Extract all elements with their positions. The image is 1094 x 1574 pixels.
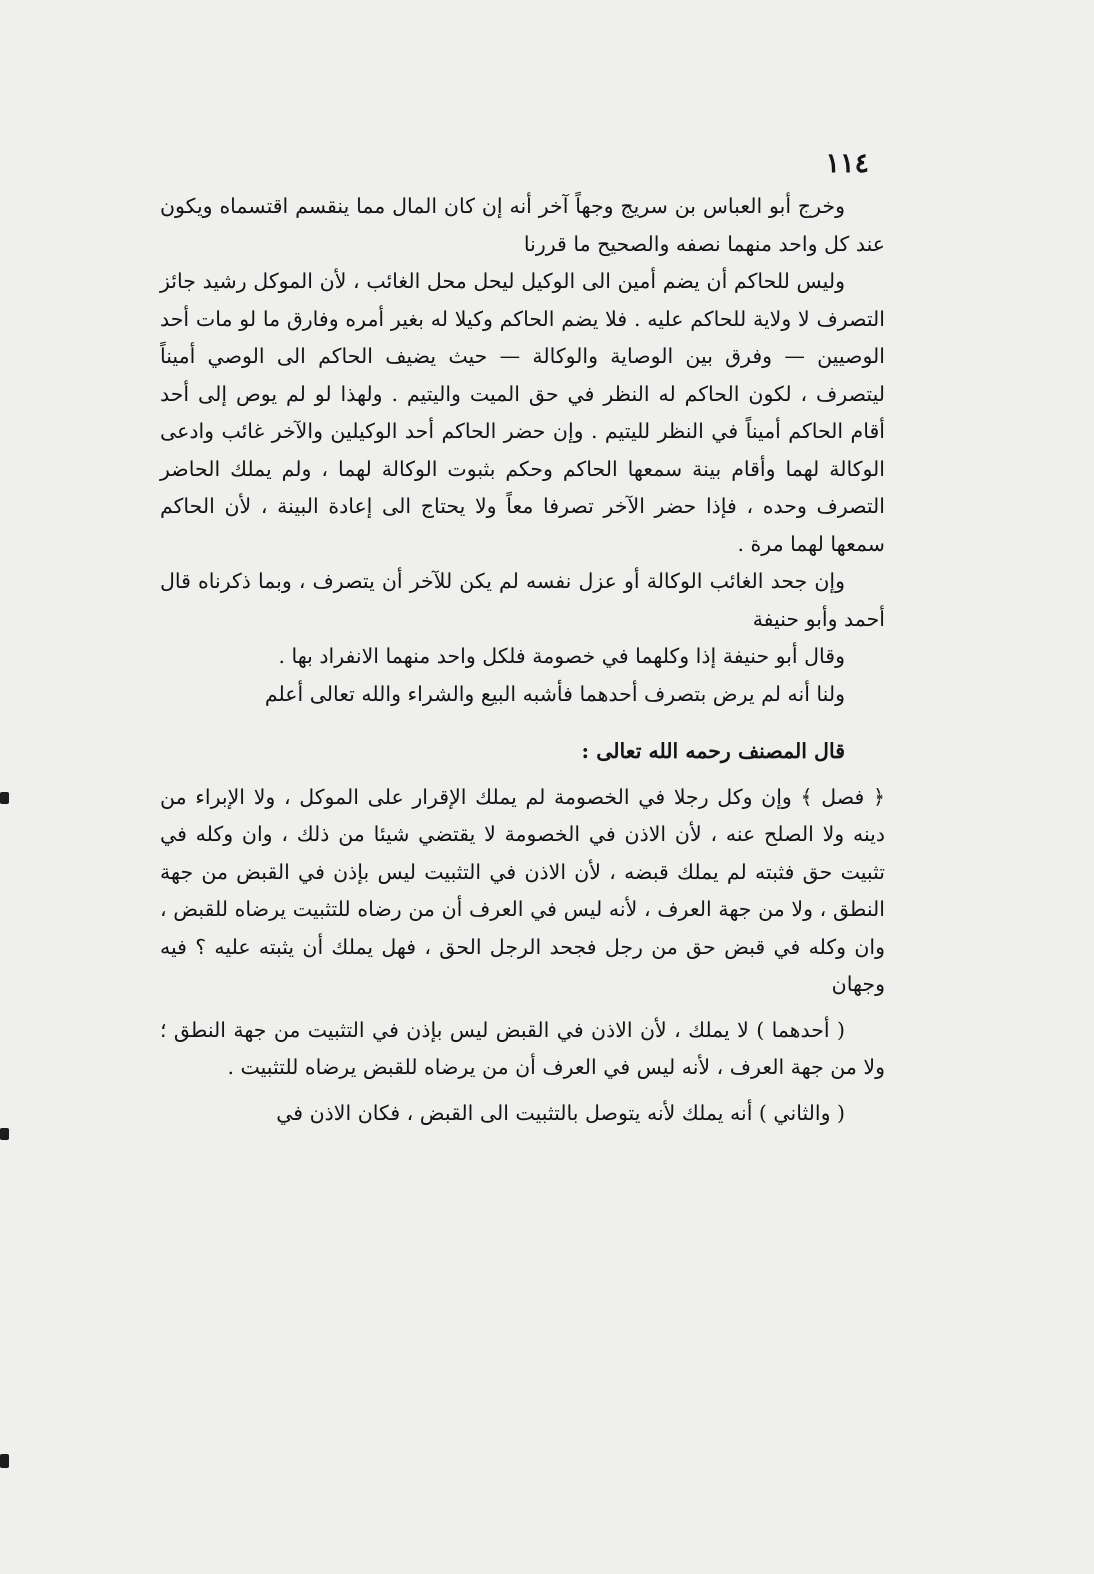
scan-edge-mark-middle [0, 1128, 9, 1140]
scan-edge-mark-top [0, 792, 9, 804]
paragraph-ibn-surayj: وخرج أبو العباس بن سريج وجهاً آخر أنه إن كان المال مما ينقسم اقتسماه ويكون عند كل واحد منهما نصفه والصحيح ما قررنا [160, 194, 885, 256]
paragraph-absent-denies: وإن جحد الغائب الوكالة أو عزل نفسه لم يكن للآخر أن يتصرف ، وبما ذكرناه قال أحمد وأبو حنيفة [160, 569, 885, 631]
page-number: ١١٤ [825, 148, 869, 179]
paragraph-abu-hanifa: وقال أبو حنيفة إذا وكلهما في خصومة فلكل واحد منهما الانفراد بها . [278, 644, 845, 668]
paragraph-second-view: ( والثاني ) أنه يملك لأنه يتوصل بالتثبيت الى القبض ، فكان الاذن في [276, 1100, 845, 1125]
body-text [160, 188, 885, 1132]
paragraph-judge-guardian: وليس للحاكم أن يضم أمين الى الوكيل ليحل محل الغائب ، لأن الموكل رشيد جائز التصرف لا ولاية للحاكم عليه . فلا يضم الحاكم وكيلا له بغير أمره وفارق ما لو مات أحد الوصيين — وفرق بين الوصاية والوكالة — حيث يضيف الحاكم الى الوصي أميناً ليتصرف ، لكون الحاكم له النظر في حق الميت واليتيم . ولهذا لو لم يوص إلى أحد أقام الحاكم أميناً في النظر لليتيم . وإن حضر الحاكم أحد الوكيلين والآخر غائب وادعى الوكالة لهما وأقام بينة سمعها الحاكم وحكم بثبوت الوكالة لهما ، ولم يملك الحاضر التصرف وحده ، فإذا حضر الآخر تصرفا معاً ولا يحتاج الى إعادة البينة ، لأن الحاكم سمعها لهما مرة . [160, 269, 885, 556]
paragraph-first-view: ( أحدهما ) لا يملك ، لأن الاذن في القبض ليس بإذن في التثبيت من جهة النطق ؛ ولا من جهة العرف ، لأنه ليس في العرف أن من يرضاه للقبض يرضاه للتثبيت . [160, 1017, 885, 1079]
paragraph-our-view: ولنا أنه لم يرض بتصرف أحدهما فأشبه البيع والشراء والله تعالى أعلم [264, 681, 845, 706]
paragraph-fasl: ﴿ فصل ﴾ وإن وكل رجلا في الخصومة لم يملك الإقرار على الموكل ، ولا الإبراء من دينه ولا الصلح عنه ، لأن الاذن في الخصومة لا يقتضي شيئا من ذلك ، وان وكله في تثبيت حق فثبته لم يملك قبضه ، لأن الاذن في التثبيت ليس بإذن في القبض من جهة النطق ، ولا من جهة العرف ، لأنه ليس في العرف أن من رضاه للتثبيت يرضاه للقبض ، وان وكله في قبض حق من رجل فجحد الرجل الحق ، فهل يملك أن يثبته عليه ؟ فيه وجهان [160, 784, 885, 996]
section-heading: قال المصنف رحمه الله تعالى : [581, 739, 845, 763]
scan-edge-mark-bottom [0, 1454, 9, 1468]
